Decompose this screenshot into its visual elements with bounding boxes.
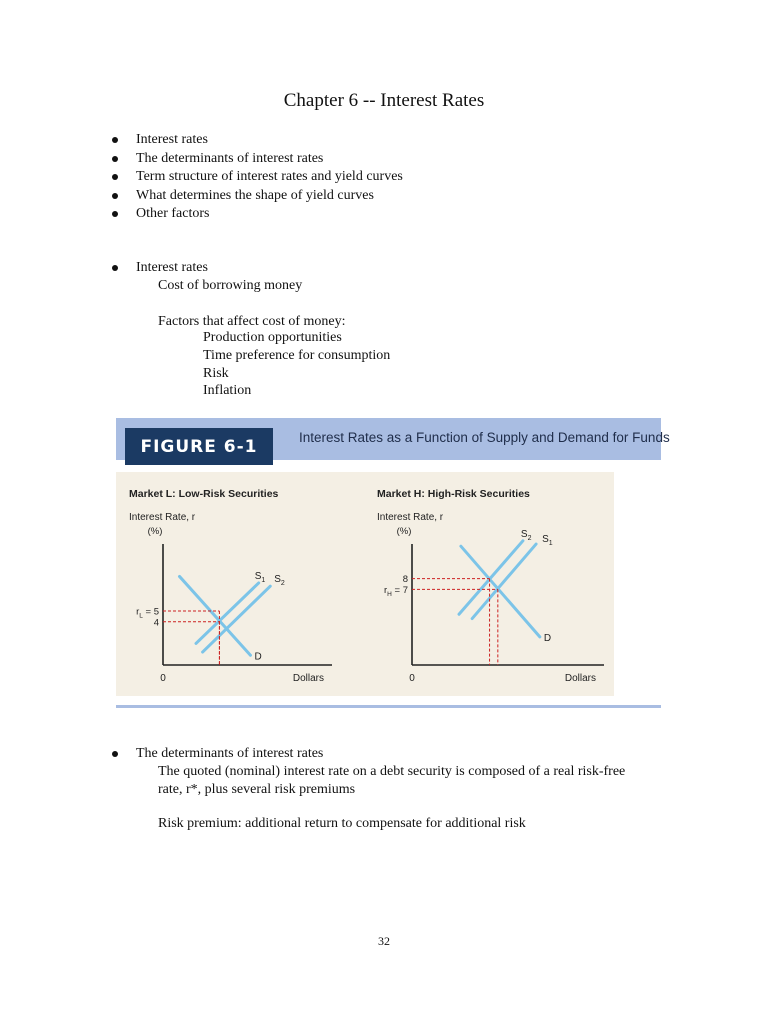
page-number: 32	[378, 934, 390, 948]
x-axis-label: Dollars	[292, 673, 324, 684]
figure-bottom-rule	[116, 705, 661, 708]
figure-panel	[116, 472, 614, 696]
page-title: Chapter 6 -- Interest Rates	[283, 90, 485, 111]
figure-caption: Interest Rates as a Function of Supply and Demand for Funds	[299, 430, 670, 445]
section-heading: The determinants of interest rates	[110, 745, 323, 764]
factor-item: Inflation	[203, 383, 252, 398]
section-heading: Interest rates	[110, 259, 208, 278]
series-line-s2	[203, 586, 271, 652]
x-axis-label: Dollars	[564, 673, 596, 684]
y-axis-label: Interest Rate, r	[129, 512, 196, 523]
list-item: Other factors	[110, 205, 403, 224]
curve-label-s2: $S_2$	[520, 528, 532, 542]
y-tick-label: $r_H = 7$	[384, 584, 408, 598]
list-item: Interest rates	[110, 131, 403, 150]
y-axis-unit: (%)	[396, 526, 412, 537]
factor-item: Time preference for consumption	[203, 348, 391, 363]
curve-label-s1: $S_1$	[542, 534, 553, 548]
chapter-outline	[110, 131, 403, 224]
section-determinants	[110, 745, 323, 764]
curve-label-s2: $S_2$	[274, 574, 285, 588]
chart-title: Market H: High-Risk Securities	[377, 488, 530, 500]
factor-item: Production opportunities	[203, 330, 342, 345]
section-interest-rates	[110, 259, 208, 278]
factor-item: Risk	[203, 366, 229, 381]
y-axis-label: Interest Rate, r	[377, 512, 444, 523]
curve-label-d: D	[543, 632, 552, 644]
series-line-s1	[196, 583, 259, 643]
y-tick-label: 8	[402, 574, 408, 586]
list-item: Term structure of interest rates and yield curves	[110, 168, 403, 187]
supply-demand-charts	[116, 472, 614, 696]
series-line-d	[461, 546, 540, 637]
curve-label-d: D	[254, 651, 262, 663]
origin-label: 0	[160, 673, 166, 684]
y-tick-label: 4	[153, 617, 159, 629]
risk-premium-text: Risk premium: additional return to compensate for additional risk	[158, 816, 526, 831]
definition-text: Cost of borrowing money	[158, 278, 303, 293]
list-item: What determines the shape of yield curves	[110, 187, 403, 206]
curve-label-s1: $S_1$	[254, 570, 266, 584]
determinants-text: The quoted (nominal) interest rate on a debt security is composed of a real risk-free rate, r*, plus several risk premiums	[158, 764, 626, 797]
y-axis-unit: (%)	[147, 526, 163, 537]
figure-label: FIGURE 6-1	[125, 428, 273, 465]
origin-label: 0	[409, 673, 415, 684]
series-line-s2	[459, 541, 523, 614]
list-item: The determinants of interest rates	[110, 150, 403, 169]
series-line-s1	[472, 544, 536, 619]
chart-title: Market L: Low-Risk Securities	[129, 488, 279, 500]
y-tick-label: $r_L = 5$	[136, 606, 159, 620]
factors-heading: Factors that affect cost of money:	[158, 314, 346, 329]
